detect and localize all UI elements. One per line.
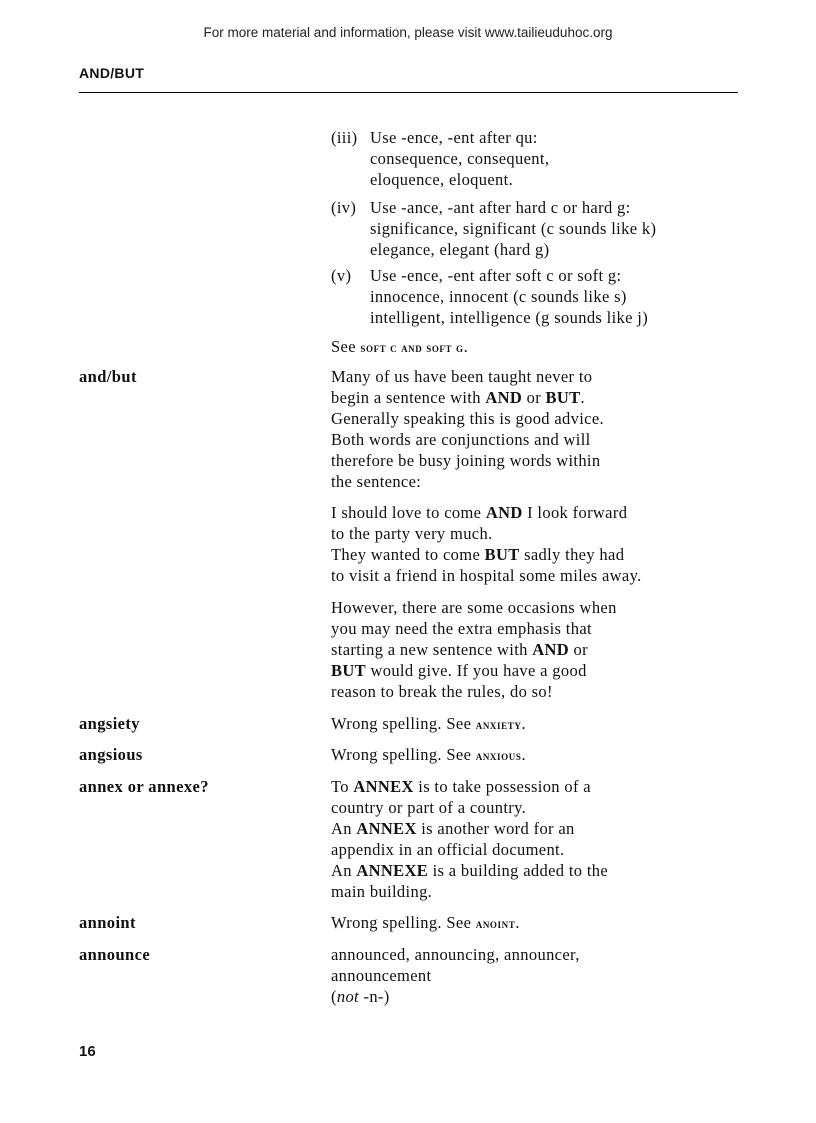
header-banner: For more material and information, please visit www.tailieuduhoc.org [203, 25, 613, 40]
list-line: Use -ence, -ent after qu: [370, 128, 538, 147]
text-line: An ANNEXE is a building added to the [331, 861, 609, 880]
cross-ref-anxiety: anxiety [475, 717, 522, 732]
text-line: the sentence: [331, 472, 422, 491]
text-line: begin a sentence with AND or BUT. [331, 388, 586, 407]
list-line: Use -ance, -ant after hard c or hard g: [370, 198, 631, 217]
entry-and-but-p3 [331, 597, 751, 702]
text-line: announced, announcing, announcer, [331, 945, 580, 964]
text-line: announcement [331, 966, 432, 985]
cross-ref-anoint: anoint [475, 916, 516, 931]
text-line: appendix in an official document. [331, 840, 565, 859]
headword-angsious: angsious [79, 745, 143, 764]
list-line: significance, significant (c sounds like k) [370, 219, 657, 238]
headword-annoint: annoint [79, 913, 136, 932]
cross-ref-soft-c: soft c and soft g [360, 340, 464, 355]
list-line: Use -ence, -ent after soft c or soft g: [370, 266, 622, 285]
headword-announce: announce [79, 945, 151, 964]
text-line: therefore be busy joining words within [331, 451, 601, 470]
headword-angsiety: angsiety [79, 714, 140, 733]
list-item-v [331, 265, 751, 328]
list-item-iv [331, 197, 751, 260]
example-line: They wanted to come BUT sadly they had [331, 545, 625, 564]
cross-reference [331, 336, 751, 358]
example-line: I should love to come AND I look forward [331, 503, 628, 522]
list-line: consequence, consequent, [370, 149, 550, 168]
text-line: reason to break the rules, do so! [331, 682, 553, 701]
text-line: main building. [331, 882, 433, 901]
list-number: (iii) [331, 128, 358, 147]
text-line: However, there are some occasions when [331, 598, 617, 617]
punct: . [463, 337, 469, 356]
text-line: Many of us have been taught never to [331, 367, 593, 386]
example-line: to the party very much. [331, 524, 493, 543]
entry-announce [331, 944, 751, 1007]
list-number: (v) [331, 266, 352, 285]
see-text: See [331, 337, 361, 356]
spelling-rule-list [331, 265, 751, 328]
example-line: to visit a friend in hospital some miles away. [331, 566, 642, 585]
spelling-rule-list [331, 197, 751, 260]
list-line: intelligent, intelligence (g sounds like j) [370, 308, 649, 327]
running-head: AND/BUT [79, 65, 145, 81]
list-number: (iv) [331, 198, 357, 217]
spelling-rule-list [331, 127, 751, 190]
entry-angsious: Wrong spelling. See anxious. [331, 745, 526, 764]
text-line: Generally speaking this is good advice. [331, 409, 605, 428]
entry-and-but-p1 [331, 366, 751, 492]
entry-and-but-examples [331, 502, 751, 586]
list-line: innocence, innocent (c sounds like s) [370, 287, 627, 306]
entry-annex [331, 776, 751, 902]
text-line: you may need the extra emphasis that [331, 619, 592, 638]
text-line: Both words are conjunctions and will [331, 430, 591, 449]
headword-and-but: and/but [79, 367, 137, 386]
entry-annoint: Wrong spelling. See anoint. [331, 913, 520, 932]
list-line: elegance, elegant (hard g) [370, 240, 550, 259]
headword-annex: annex or annexe? [79, 777, 209, 796]
list-item-iii [331, 127, 751, 190]
text-line: An ANNEX is another word for an [331, 819, 575, 838]
entry-angsiety: Wrong spelling. See anxiety. [331, 714, 526, 733]
cross-ref-anxious: anxious [475, 748, 522, 763]
text-line: starting a new sentence with AND or [331, 640, 588, 659]
list-line: eloquence, eloquent. [370, 170, 514, 189]
page-number: 16 [79, 1043, 96, 1060]
header-rule [79, 92, 738, 93]
text-line: To ANNEX is to take possession of a [331, 777, 591, 796]
text-line: (not -n-) [331, 987, 390, 1006]
text-line: BUT would give. If you have a good [331, 661, 587, 680]
text-line: country or part of a country. [331, 798, 527, 817]
